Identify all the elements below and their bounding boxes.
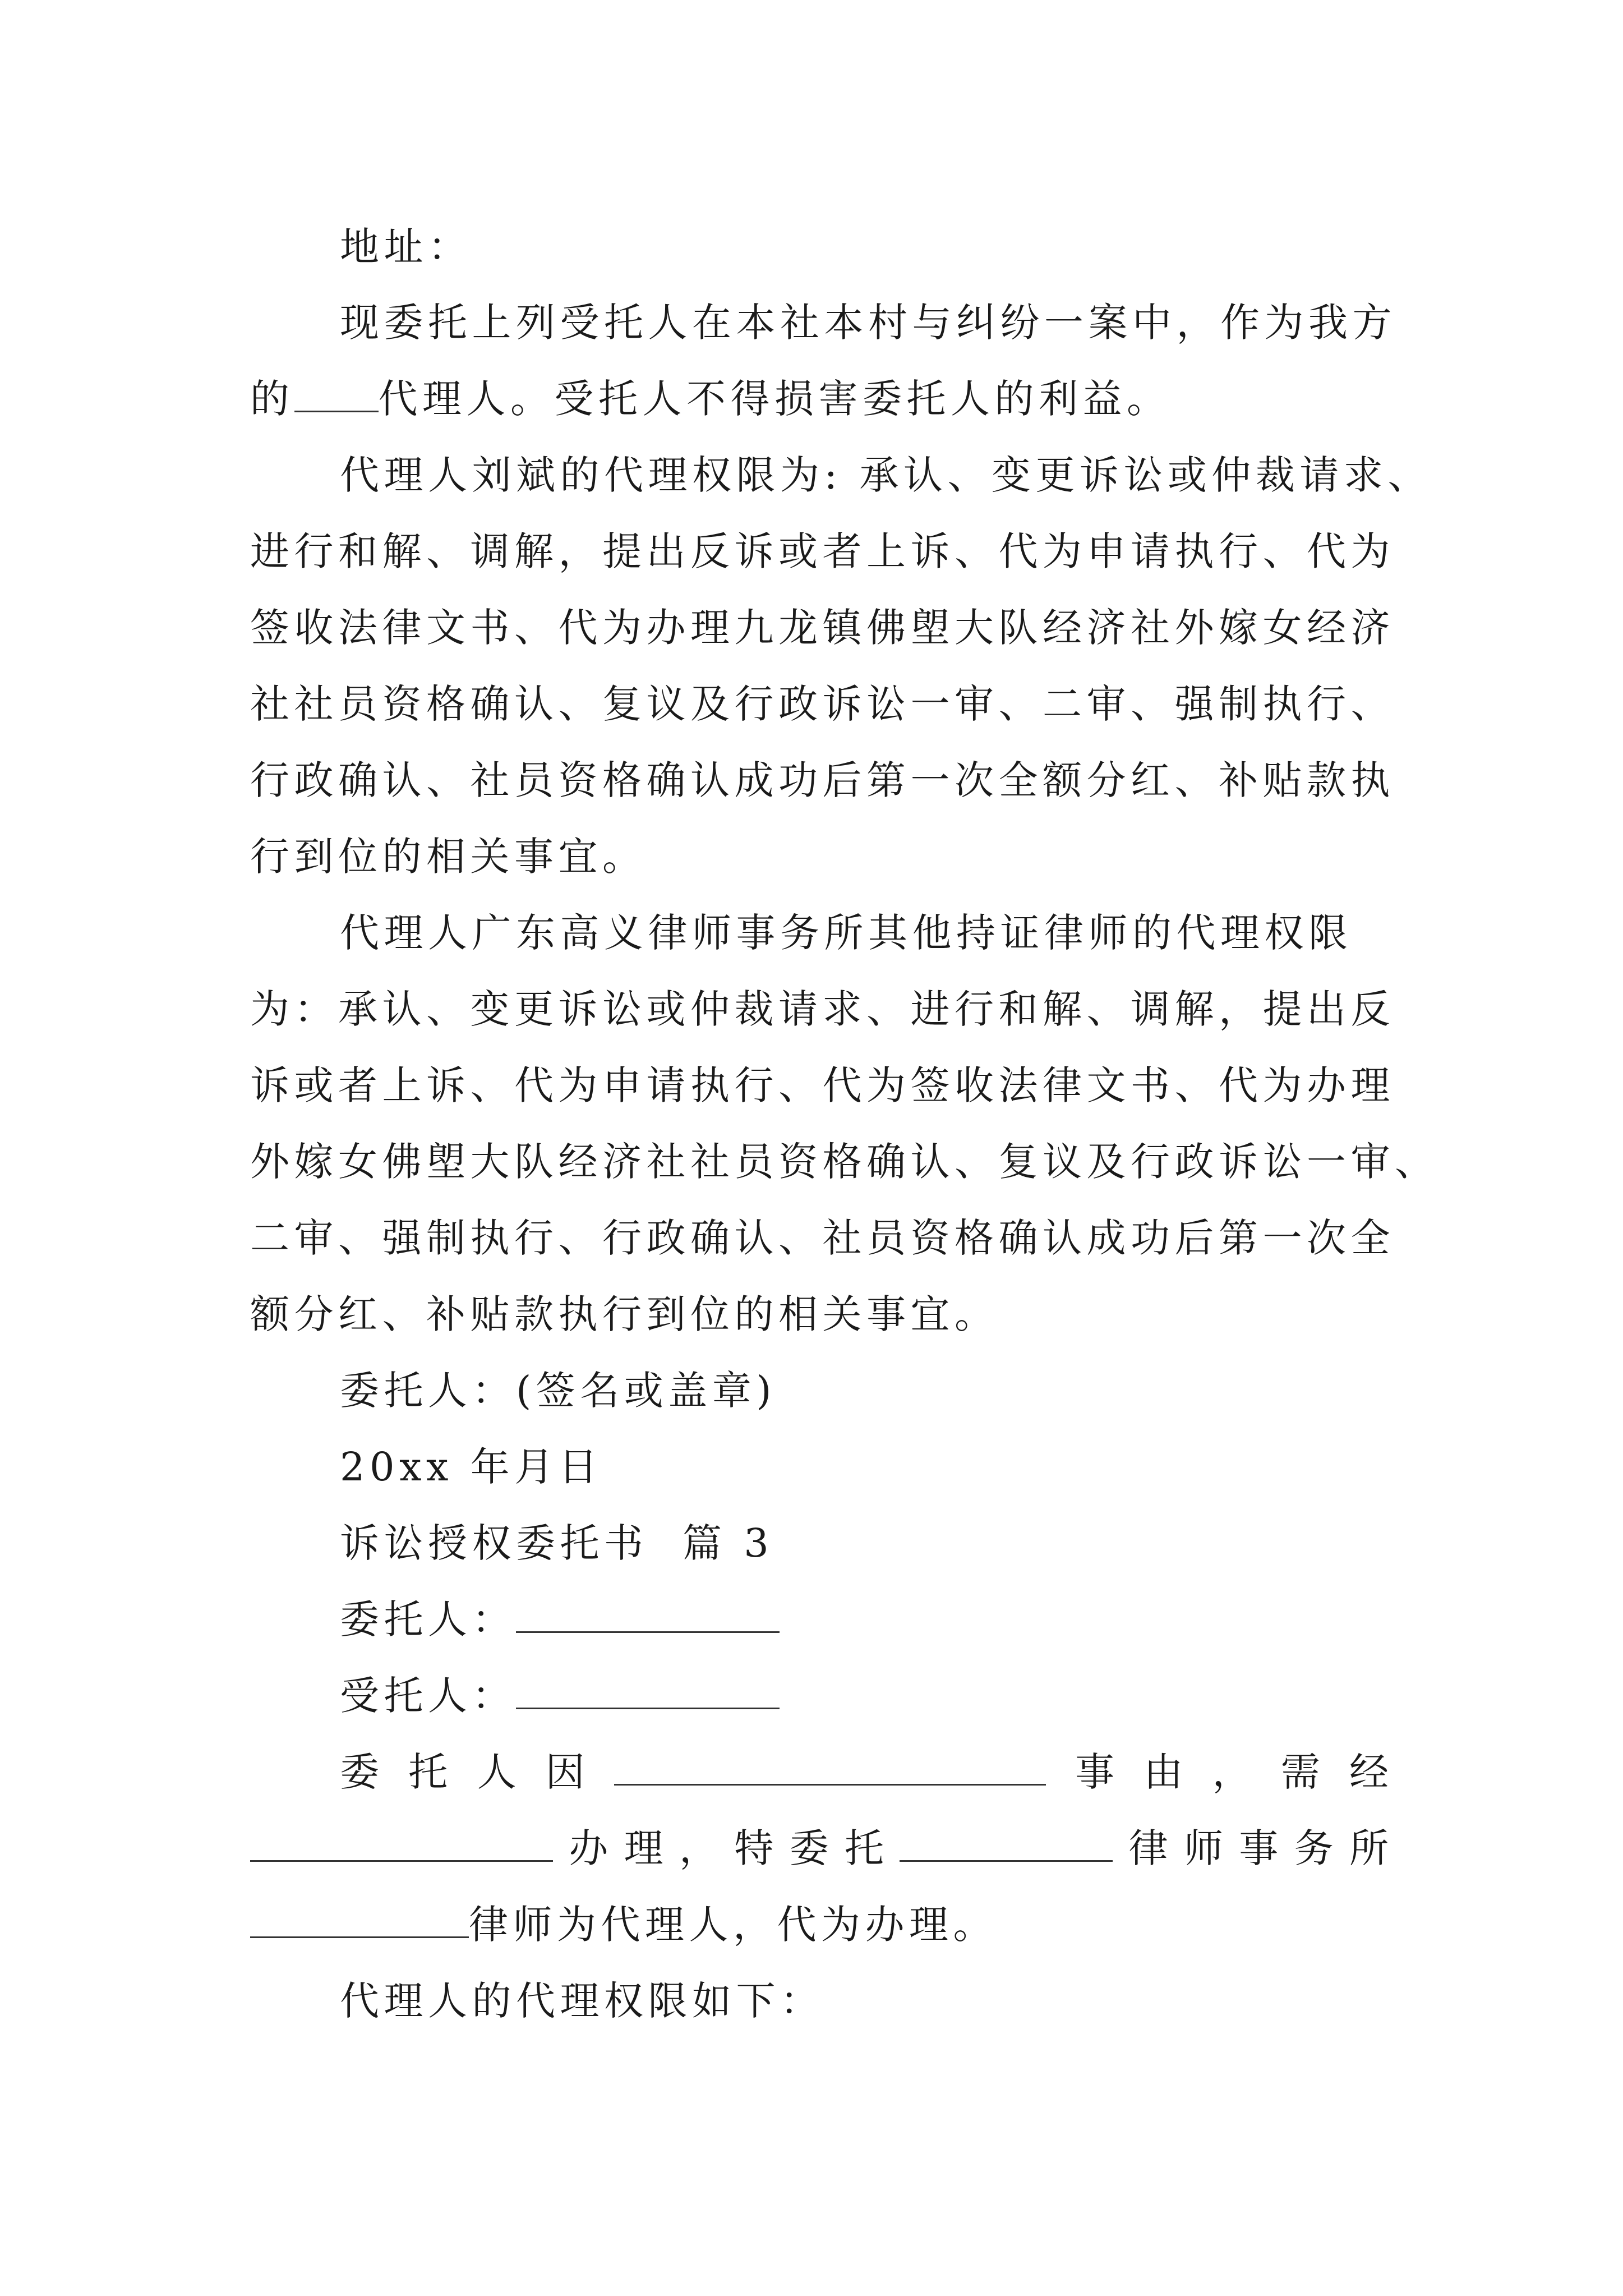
char: 委 [789, 1825, 829, 1871]
char: ， [1212, 1749, 1252, 1795]
paragraph-2-line-3: 签收法律文书、代为办理九龙镇佛塱大队经济社外嫁女经济 [250, 605, 1395, 651]
law-firm-blank [900, 1829, 1113, 1862]
paragraph-2-line-1: 代理人刘斌的代理权限为: 承认、变更诉讼或仲裁请求、 [340, 452, 1432, 498]
char: 办 [569, 1825, 608, 1871]
char: ， [679, 1825, 718, 1871]
paragraph-4-text: 律师为代理人，代为办理。 [469, 1902, 997, 1948]
paragraph-3-line-1: 代理人广东高义律师事务所其他持证律师的代理权限 [340, 910, 1353, 956]
blank-line [294, 379, 379, 412]
char: 特 [734, 1825, 774, 1871]
section-title: 诉讼授权委托书 篇 3 [340, 1520, 774, 1566]
powers-heading: 代理人的代理权限如下： [340, 1978, 824, 2024]
lawyer-blank [250, 1905, 469, 1938]
char: 由 [1144, 1749, 1183, 1795]
char: 经 [1349, 1749, 1389, 1795]
paragraph-1-text-a: 的 [250, 376, 294, 422]
paragraph-4-line-1 [340, 1749, 1389, 1795]
char: 事 [1239, 1825, 1279, 1871]
paragraph-2-line-2: 进行和解、调解，提出反诉或者上诉、代为申请执行、代为 [250, 528, 1395, 574]
char: 委 [340, 1749, 379, 1795]
agent-blank [516, 1676, 780, 1709]
client-line [340, 1596, 780, 1642]
paragraph-1-text-b: 代理人。受托人不得损害委托人的利益。 [378, 376, 1171, 422]
paragraph-4-line-3 [250, 1902, 997, 1948]
char: 人 [477, 1749, 517, 1795]
char: 律 [1128, 1825, 1168, 1871]
char: 托 [844, 1825, 884, 1871]
paragraph-2-line-5: 行政确认、社员资格确认成功后第一次全额分红、补贴款执 [250, 757, 1395, 803]
paragraph-3-line-6: 额分红、补贴款执行到位的相关事宜。 [250, 1291, 999, 1337]
paragraph-1-line-2 [250, 376, 1171, 422]
paragraph-3-line-3: 诉或者上诉、代为申请执行、代为签收法律文书、代为办理 [250, 1062, 1395, 1108]
agent-line [340, 1673, 780, 1719]
char: 务 [1294, 1825, 1334, 1871]
paragraph-2-line-6: 行到位的相关事宜。 [250, 834, 647, 880]
handler-blank [250, 1829, 553, 1862]
client-label: 委托人： [340, 1596, 516, 1642]
char: 理 [624, 1825, 663, 1871]
paragraph-3-line-2: 为：承认、变更诉讼或仲裁请求、进行和解、调解，提出反 [250, 986, 1395, 1032]
address-label: 地址： [340, 224, 472, 270]
paragraph-1-line-1: 现委托上列受托人在本社本村与纠纷一案中，作为我方 [340, 300, 1396, 346]
char: 托 [408, 1749, 448, 1795]
client-blank [516, 1600, 780, 1633]
reason-blank [614, 1752, 1046, 1786]
char: 因 [545, 1749, 585, 1795]
char: 需 [1280, 1749, 1320, 1795]
paragraph-3-line-5: 二审、强制执行、行政确认、社员资格确认成功后第一次全 [250, 1215, 1395, 1261]
char: 师 [1183, 1825, 1223, 1871]
date-line: 20xx 年月日 [340, 1444, 603, 1490]
agent-label: 受托人： [340, 1673, 516, 1719]
signature-line: 委托人：(签名或盖章) [340, 1368, 777, 1414]
paragraph-2-line-4: 社社员资格确认、复议及行政诉讼一审、二审、强制执行、 [250, 681, 1395, 727]
char: 事 [1075, 1749, 1115, 1795]
paragraph-3-line-4: 外嫁女佛塱大队经济社社员资格确认、复议及行政诉讼一审、 [250, 1139, 1439, 1185]
paragraph-4-line-2 [250, 1825, 1389, 1871]
char: 所 [1349, 1825, 1389, 1871]
